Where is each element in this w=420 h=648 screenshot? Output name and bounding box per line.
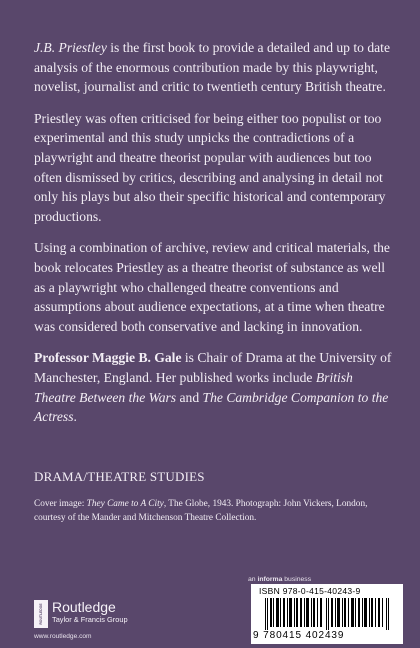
publisher-tagline: Taylor & Francis Group	[52, 615, 128, 624]
author-work-2: The Cambridge Companion to the Actress	[34, 389, 389, 425]
blurb-paragraph-1: J.B. Priestley is the first book to provide a detailed and up to date analysis of the enormous contribution made by this playwright, novelist, journalist and critic to twentieth century British theatre.	[34, 40, 390, 95]
publisher-brand	[52, 600, 128, 624]
logo-lettering: ROUTLEDGE	[38, 603, 43, 625]
blurb-paragraph-2: Priestley was often criticised for being either too populist or too experimental and this study unpicks the contradictions of a playwright and theatre theorist popular with audiences but too often dismissed by critics, describing and analysing in detail not only his plays but also their specific historical and contemporary productions.	[34, 110, 386, 224]
author-bio: Professor Maggie B. Gale is Chair of Drama at the University of Manchester, England. Her published works include British Theatre Between the Wars and The Cambridge Companion to the Actress.	[34, 350, 392, 425]
publisher-name: Routledge	[52, 599, 116, 615]
author-name: Professor Maggie B. Gale	[34, 350, 182, 366]
publisher-website: www.routledge.com	[34, 633, 92, 640]
blurb-paragraph-3: Using a combination of archive, review and critical materials, the book relocates Priestley as a theatre theorist of substance as well as a playwright who challenged theatre conventions and assumptions about audience expectations, at a time when theatre was considered both conservative and lacking in innovation.	[34, 240, 390, 334]
barcode-icon	[265, 598, 391, 630]
routledge-logo-icon	[34, 600, 48, 628]
cover-credit: Cover image: They Came to A City, The Globe, 1943. Photograph: John Vickers, London, courtesy of the Mander and Mitchenson Theatre Collection.	[34, 499, 368, 523]
subject-category: DRAMA/THEATRE STUDIES	[34, 469, 205, 484]
isbn-barcode	[251, 584, 403, 644]
barcode-digits: 9 780415 402439	[253, 630, 345, 641]
informa-business-line: an informa business	[248, 576, 312, 583]
book-title: J.B. Priestley	[34, 40, 107, 55]
back-cover-copy	[34, 38, 394, 439]
author-work-1: British Theatre Between the Wars	[34, 369, 353, 405]
isbn-label: ISBN 978-0-415-40243-9	[259, 586, 361, 596]
